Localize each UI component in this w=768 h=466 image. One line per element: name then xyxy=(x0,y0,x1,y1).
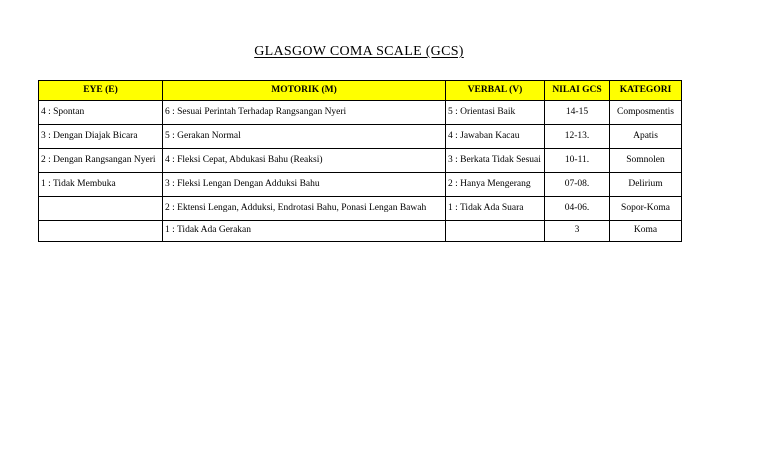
header-nilai-gcs: NILAI GCS xyxy=(545,81,610,101)
cell-nilai-gcs: 3 xyxy=(545,221,610,242)
cell-nilai-gcs: 04-06. xyxy=(545,197,610,221)
header-motorik: MOTORIK (M) xyxy=(163,81,446,101)
cell-verbal: 5 : Orientasi Baik xyxy=(446,101,545,125)
header-row xyxy=(39,81,682,101)
cell-verbal: 2 : Hanya Mengerang xyxy=(446,173,545,197)
cell-nilai-gcs: 10-11. xyxy=(545,149,610,173)
table-row xyxy=(39,221,682,242)
cell-motorik: 3 : Fleksi Lengan Dengan Adduksi Bahu xyxy=(163,173,446,197)
cell-kategori: Koma xyxy=(610,221,682,242)
cell-motorik: 1 : Tidak Ada Gerakan xyxy=(163,221,446,242)
header-verbal: VERBAL (V) xyxy=(446,81,545,101)
table-row xyxy=(39,125,682,149)
cell-eye: 2 : Dengan Rangsangan Nyeri xyxy=(39,149,163,173)
table-row xyxy=(39,101,682,125)
cell-eye: 1 : Tidak Membuka xyxy=(39,173,163,197)
cell-kategori: Somnolen xyxy=(610,149,682,173)
cell-verbal xyxy=(446,221,545,242)
document-title xyxy=(0,44,718,60)
cell-kategori: Composmentis xyxy=(610,101,682,125)
table-row xyxy=(39,149,682,173)
cell-verbal: 4 : Jawaban Kacau xyxy=(446,125,545,149)
cell-eye xyxy=(39,221,163,242)
cell-kategori: Sopor-Koma xyxy=(610,197,682,221)
cell-motorik: 5 : Gerakan Normal xyxy=(163,125,446,149)
cell-eye: 4 : Spontan xyxy=(39,101,163,125)
cell-eye xyxy=(39,197,163,221)
cell-verbal: 3 : Berkata Tidak Sesuai xyxy=(446,149,545,173)
cell-kategori: Delirium xyxy=(610,173,682,197)
cell-nilai-gcs: 07-08. xyxy=(545,173,610,197)
gcs-table xyxy=(38,80,682,242)
title-text: GLASGOW COMA SCALE (GCS) xyxy=(254,44,464,59)
header-eye: EYE (E) xyxy=(39,81,163,101)
cell-verbal: 1 : Tidak Ada Suara xyxy=(446,197,545,221)
cell-motorik: 6 : Sesuai Perintah Terhadap Rangsangan Nyeri xyxy=(163,101,446,125)
cell-motorik: 4 : Fleksi Cepat, Abdukasi Bahu (Reaksi) xyxy=(163,149,446,173)
cell-motorik: 2 : Ektensi Lengan, Adduksi, Endrotasi Bahu, Ponasi Lengan Bawah xyxy=(163,197,446,221)
cell-kategori: Apatis xyxy=(610,125,682,149)
cell-nilai-gcs: 14-15 xyxy=(545,101,610,125)
cell-nilai-gcs: 12-13. xyxy=(545,125,610,149)
cell-eye: 3 : Dengan Diajak Bicara xyxy=(39,125,163,149)
header-kategori: KATEGORI xyxy=(610,81,682,101)
table-row xyxy=(39,197,682,221)
table-row xyxy=(39,173,682,197)
